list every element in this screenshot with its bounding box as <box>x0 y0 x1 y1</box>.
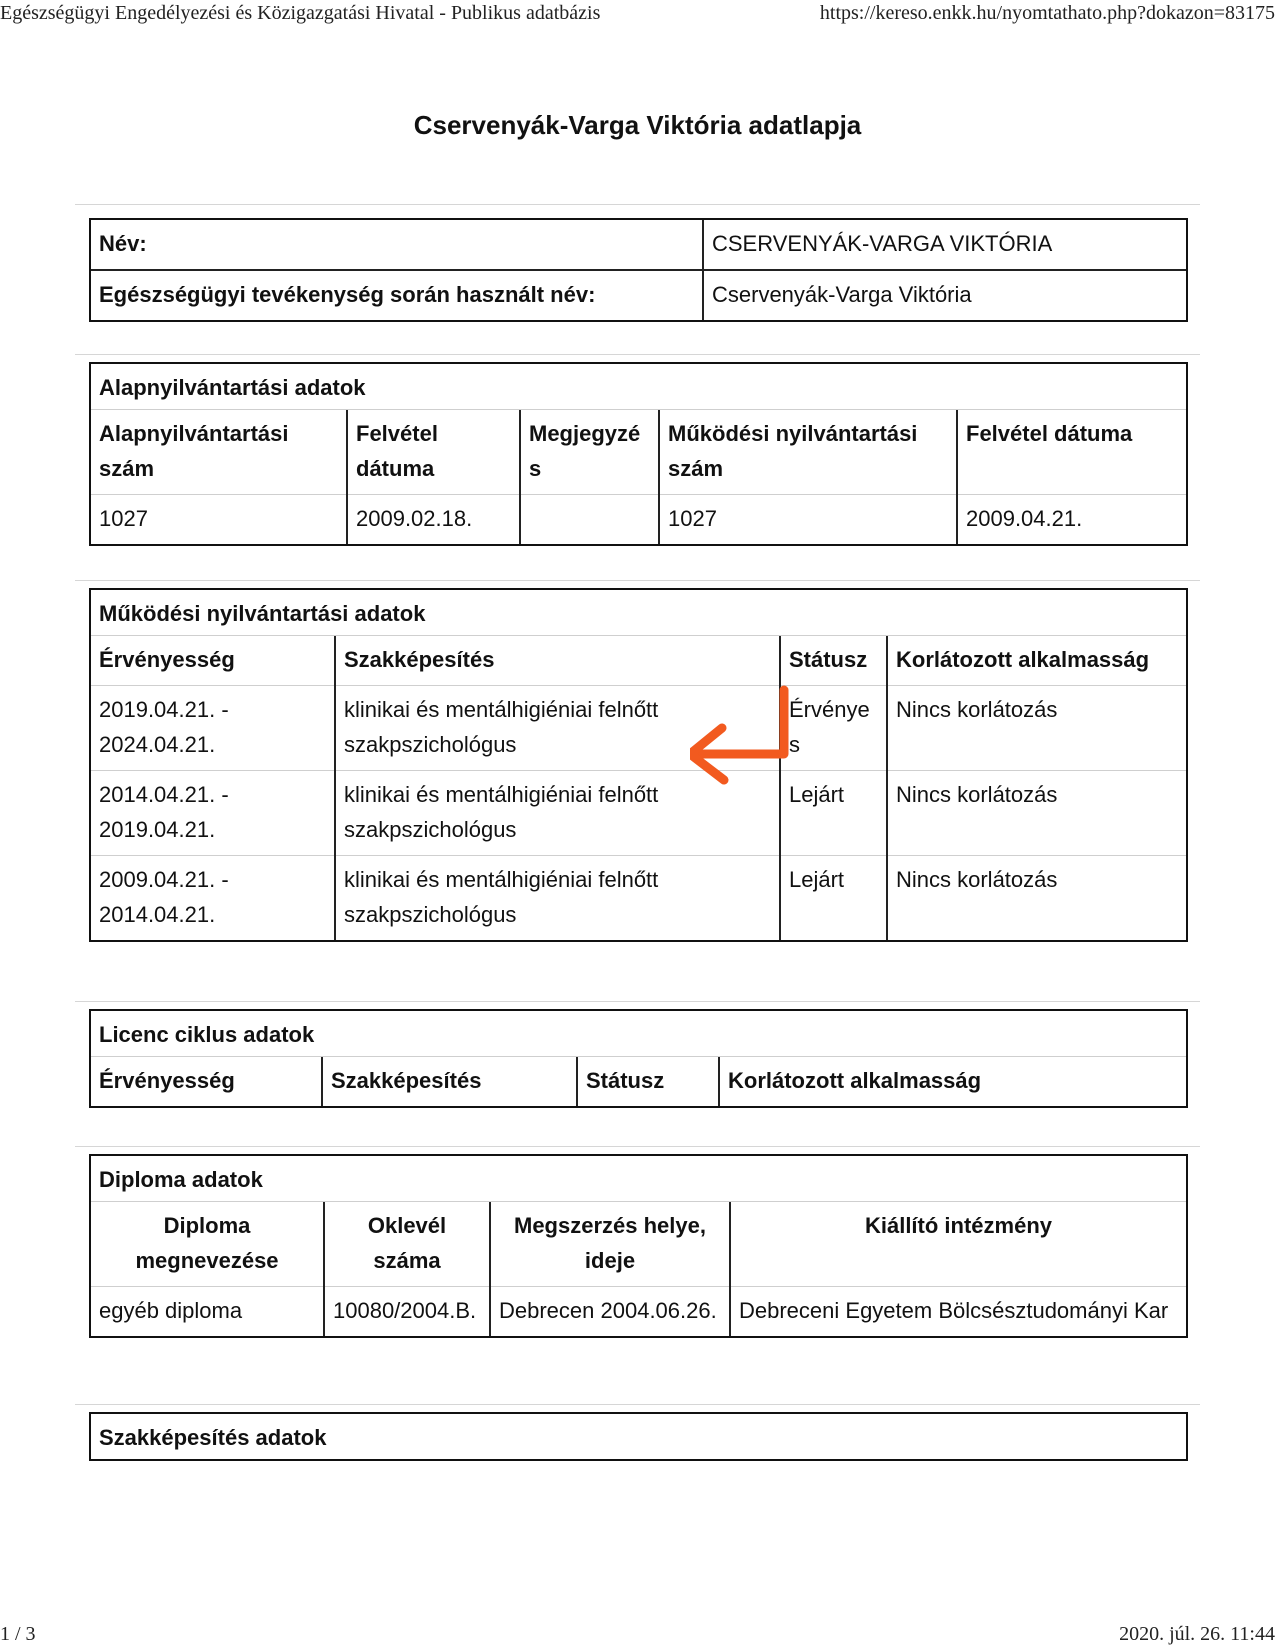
table-cell: 2009.04.21. <box>957 495 1186 545</box>
column-header: Korlátozott alkalmasság <box>719 1057 1186 1106</box>
column-header: Státusz <box>780 636 887 686</box>
basic-registry-title: Alapnyilvántartási adatok <box>91 364 1186 410</box>
section-divider <box>75 204 1200 205</box>
license-cycle-table <box>89 1009 1188 1108</box>
table-row <box>91 771 1186 856</box>
annotation-arrow-icon <box>690 684 810 814</box>
table-cell: 1027 <box>659 495 957 545</box>
status-cell: Lejárt <box>780 771 887 856</box>
print-timestamp: 2020. júl. 26. 11:44 <box>1119 1623 1275 1645</box>
status-cell: Lejárt <box>780 856 887 941</box>
restriction-cell: Nincs korlátozás <box>887 771 1186 856</box>
column-header: Szakképesítés <box>322 1057 577 1106</box>
column-header: Alapnyilvántartási szám <box>99 421 289 481</box>
name-label: Név: <box>99 231 147 256</box>
table-cell: Debreceni Egyetem Bölcsésztudományi Kar <box>730 1287 1186 1337</box>
print-header-url: https://kereso.enkk.hu/nyomtathato.php?dokazon=83175 <box>819 2 1275 24</box>
column-header: Oklevél száma <box>324 1202 490 1287</box>
table-row <box>91 270 1186 320</box>
status-cell: Érvényes <box>780 686 887 771</box>
table-cell: 1027 <box>91 495 347 545</box>
table-header-row <box>91 636 1186 686</box>
qualification-cell: klinikai és mentálhigiéniai felnőtt szakpszichológus <box>335 856 780 941</box>
table-cell: egyéb diploma <box>91 1287 324 1337</box>
page-number: 1 / 3 <box>0 1623 36 1645</box>
used-name-value: Cservenyák-Varga Viktória <box>703 270 1186 320</box>
restriction-cell: Nincs korlátozás <box>887 686 1186 771</box>
section-divider <box>75 1404 1200 1405</box>
table-cell: 2009.02.18. <box>347 495 520 545</box>
section-divider <box>75 1146 1200 1147</box>
used-name-label: Egészségügyi tevékenység során használt név: <box>91 270 703 320</box>
print-footer <box>0 1623 1275 1649</box>
section-divider <box>75 1001 1200 1002</box>
table-row <box>91 1287 1186 1337</box>
qualification-cell: klinikai és mentálhigiéniai felnőtt szakpszichológus <box>335 686 780 771</box>
table-row <box>91 686 1186 771</box>
table-header-row <box>91 1057 1186 1106</box>
license-cycle-title: Licenc ciklus adatok <box>91 1011 1186 1057</box>
table-row <box>91 495 1186 545</box>
table-header-row <box>91 410 1186 495</box>
qualification-title: Szakképesítés adatok <box>99 1425 327 1450</box>
table-header-row <box>91 1202 1186 1287</box>
qualification-cell: klinikai és mentálhigiéniai felnőtt szakpszichológus <box>335 771 780 856</box>
basic-registry-table <box>89 362 1188 546</box>
table-cell: 10080/2004.B. <box>324 1287 490 1337</box>
names-table <box>89 218 1188 322</box>
name-value: CSERVENYÁK-VARGA VIKTÓRIA <box>703 220 1186 270</box>
column-header: Érvényesség <box>99 1068 235 1093</box>
column-header: Kiállító intézmény <box>730 1202 1186 1287</box>
table-cell <box>520 495 659 545</box>
print-header-site-title: Egészségügyi Engedélyezési és Közigazgatási Hivatal - Publikus adatbázis <box>0 2 601 24</box>
column-header: Felvétel dátuma <box>347 410 520 495</box>
column-header: Státusz <box>577 1057 719 1106</box>
validity-cell: 2019.04.21. - 2024.04.21. <box>91 686 335 771</box>
validity-cell: 2014.04.21. - 2019.04.21. <box>91 771 335 856</box>
qualification-table <box>89 1412 1188 1461</box>
section-divider <box>75 580 1200 581</box>
section-divider <box>75 354 1200 355</box>
restriction-cell: Nincs korlátozás <box>887 856 1186 941</box>
operating-registry-table <box>89 588 1188 942</box>
diploma-title: Diploma adatok <box>91 1156 1186 1202</box>
column-header: Diploma megnevezése <box>135 1213 279 1273</box>
column-header: Felvétel dátuma <box>957 410 1186 495</box>
column-header: Szakképesítés <box>335 636 780 686</box>
operating-registry-title: Működési nyilvántartási adatok <box>91 590 1186 636</box>
column-header: Megszerzés helye, ideje <box>490 1202 730 1287</box>
table-cell: Debrecen 2004.06.26. <box>490 1287 730 1337</box>
column-header: Működési nyilvántartási szám <box>659 410 957 495</box>
diploma-table <box>89 1154 1188 1338</box>
column-header: Megjegyzés <box>520 410 659 495</box>
table-row <box>91 856 1186 941</box>
table-row <box>91 220 1186 270</box>
column-header: Érvényesség <box>99 647 235 672</box>
validity-cell: 2009.04.21. - 2014.04.21. <box>91 856 335 941</box>
print-header <box>0 2 1275 28</box>
column-header: Korlátozott alkalmasság <box>887 636 1186 686</box>
page-title: Cservenyák-Varga Viktória adatlapja <box>413 110 862 140</box>
